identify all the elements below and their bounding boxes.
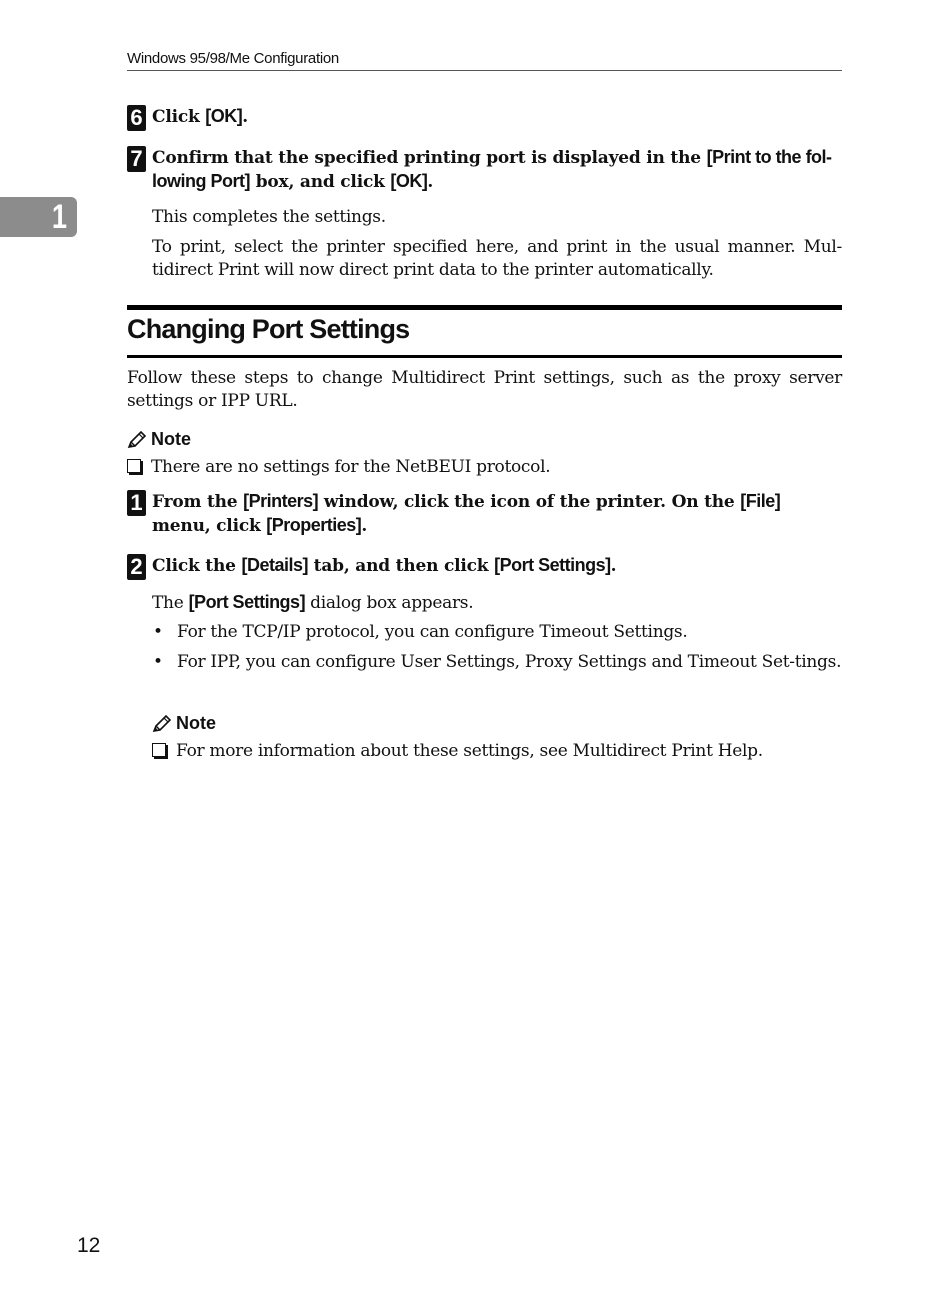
section-rule-bottom xyxy=(127,355,842,358)
note-item xyxy=(127,456,842,479)
page-header xyxy=(127,48,842,71)
ui-label: [OK] xyxy=(205,106,243,126)
step-number: 1 xyxy=(127,490,146,516)
note-item xyxy=(152,740,842,763)
bullet-dot: • xyxy=(153,652,163,672)
text-fragment: . xyxy=(427,172,434,192)
step-number: 7 xyxy=(127,146,146,172)
text-fragment: Confirm that the specified printing port is displayed in the xyxy=(152,148,707,168)
bullet-item xyxy=(153,621,843,644)
pencil-icon xyxy=(127,431,147,449)
step-6 xyxy=(127,105,843,129)
ui-label: [Print to the fol-lowing Port] xyxy=(152,147,832,191)
note-label: Note xyxy=(176,713,216,733)
print-instructions: To print, select the printer specified here, and print in the usual manner. Mul-tidirect Print will now direct print data to the printer automatically. xyxy=(152,237,842,280)
step-number: 2 xyxy=(127,554,146,580)
chapter-number: 1 xyxy=(51,197,68,236)
checkbox-icon xyxy=(152,743,166,757)
text-fragment: From the xyxy=(152,492,244,512)
text-fragment: . xyxy=(242,107,249,127)
note-heading xyxy=(152,713,216,734)
step-text xyxy=(152,146,843,194)
step-text xyxy=(152,490,843,538)
ui-label-port-settings: [Port Settings] xyxy=(188,592,306,612)
page-number: 12 xyxy=(77,1234,101,1257)
note-label: Note xyxy=(151,429,191,449)
section-rule-top xyxy=(127,305,842,310)
bullet-dot: • xyxy=(153,622,163,642)
bullet-text: For the TCP/IP protocol, you can configure Timeout Settings. xyxy=(177,622,688,642)
text-fragment: window, click the icon of the printer. On the xyxy=(318,492,741,512)
step-1 xyxy=(127,490,843,538)
note-item-text: For more information about these settings, see Multidirect Print Help. xyxy=(176,741,763,761)
text-fragment: box, and click xyxy=(249,172,391,192)
bullet-text: For IPP, you can configure User Settings, Proxy Settings and Timeout Set-tings. xyxy=(177,652,842,672)
section-intro: Follow these steps to change Multidirect Print settings, such as the proxy server settings or IPP URL. xyxy=(127,368,842,411)
text-fragment: Click the xyxy=(152,556,242,576)
pencil-icon xyxy=(152,715,172,733)
step-7 xyxy=(127,146,843,194)
note-heading xyxy=(127,429,191,450)
step-number: 6 xyxy=(127,105,146,131)
completion-text: This completes the settings. xyxy=(152,207,386,227)
bullet-item xyxy=(153,651,843,674)
ui-label: [Port Settings] xyxy=(494,555,611,575)
text-fragment: . xyxy=(361,516,368,536)
checkbox-icon xyxy=(127,459,141,473)
ui-label: [Properties] xyxy=(266,515,362,535)
text-fragment: The xyxy=(152,593,189,613)
dialog-appears-text xyxy=(152,591,842,615)
text-fragment: dialog box appears. xyxy=(305,593,474,613)
text-fragment: tab, and then click xyxy=(307,556,495,576)
step-text xyxy=(152,105,843,129)
step-2 xyxy=(127,554,843,578)
section-title: Changing Port Settings xyxy=(127,314,410,344)
text-fragment: . xyxy=(610,556,617,576)
ui-label: [Printers] xyxy=(243,491,319,511)
ui-label: [OK] xyxy=(390,171,428,191)
note-item-text: There are no settings for the NetBEUI protocol. xyxy=(151,457,551,477)
ui-label: [Details] xyxy=(241,555,308,575)
text-fragment: Click xyxy=(152,107,206,127)
step-text xyxy=(152,554,843,578)
text-fragment: menu, click xyxy=(152,516,267,536)
chapter-tab xyxy=(0,197,77,237)
header-title: Windows 95/98/Me Configuration xyxy=(127,50,339,67)
ui-label: [File] xyxy=(740,491,781,511)
